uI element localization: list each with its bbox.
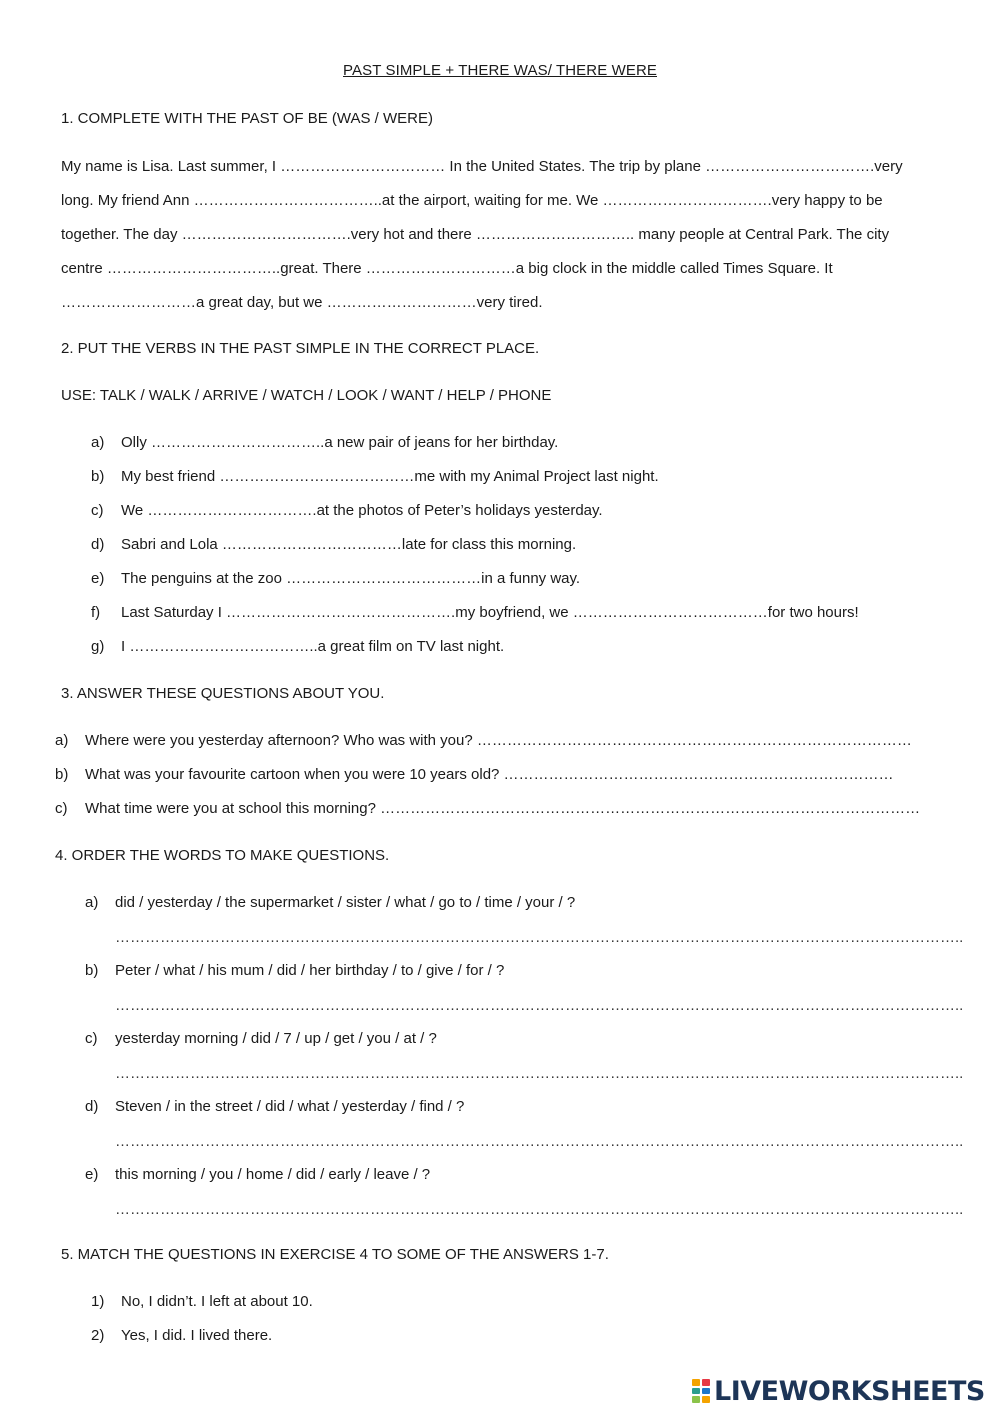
exercise-2-item <box>91 502 603 519</box>
item-text: Where were you yesterday afternoon? Who was with you? …………………………………………………………………………… <box>85 732 912 749</box>
item-text: No, I didn’t. I left at about 10. <box>121 1293 313 1310</box>
exercise-4-item <box>85 1166 430 1183</box>
exercise-2-heading: 2. PUT THE VERBS IN THE PAST SIMPLE IN THE CORRECT PLACE. <box>61 340 540 357</box>
item-label: f) <box>91 604 101 621</box>
paragraph-line: ………………………a great day, but we …………………………very tired. <box>61 294 543 311</box>
paragraph-line: together. The day …………………………….very hot and there ………………………….. many people at Central Park. The city <box>61 226 890 243</box>
item-label: c) <box>85 1030 98 1047</box>
exercise-3-item <box>55 732 912 749</box>
logo-block <box>702 1396 710 1403</box>
item-label: d) <box>85 1098 99 1115</box>
item-label: a) <box>55 732 69 749</box>
exercise-2-item <box>91 604 859 621</box>
exercise-4-item <box>85 894 575 911</box>
exercise-2-item <box>91 570 580 587</box>
answer-line: …………………………………………………………………………………………………………………………………………………….. <box>115 1201 964 1218</box>
item-text: I ………………………………..a great film on TV last night. <box>121 638 505 655</box>
paragraph-line: centre ……………………………..great. There …………………………a big clock in the middle called Times Square. It <box>61 260 833 277</box>
item-label: c) <box>91 502 104 519</box>
exercise-1-heading: 1. COMPLETE WITH THE PAST OF BE (WAS / WERE) <box>61 110 433 127</box>
worksheet-title: PAST SIMPLE + THERE WAS/ THERE WERE <box>343 62 657 79</box>
item-text: yesterday morning / did / 7 / up / get / you / at / ? <box>115 1030 437 1047</box>
item-label: a) <box>91 434 105 451</box>
item-text: The penguins at the zoo …………………………………in a funny way. <box>121 570 581 587</box>
logo-block <box>692 1379 700 1386</box>
item-text: My best friend …………………………………me with my Animal Project last night. <box>121 468 659 485</box>
exercise-4-item <box>85 1098 464 1115</box>
exercise-2-verb-list: USE: TALK / WALK / ARRIVE / WATCH / LOOK / WANT / HELP / PHONE <box>61 387 552 404</box>
exercise-2-item <box>91 468 659 485</box>
exercise-3-heading: 3. ANSWER THESE QUESTIONS ABOUT YOU. <box>61 685 385 702</box>
item-label: e) <box>91 570 105 587</box>
logo-text: LIVEWORKSHEETS <box>714 1375 985 1407</box>
item-label: 2) <box>91 1327 105 1344</box>
item-label: c) <box>55 800 68 817</box>
exercise-4-heading: 4. ORDER THE WORDS TO MAKE QUESTIONS. <box>55 847 390 864</box>
item-label: b) <box>55 766 69 783</box>
paragraph-line: long. My friend Ann ………………………………..at the airport, waiting for me. We …………………………….very happy to be <box>61 192 883 209</box>
item-label: d) <box>91 536 105 553</box>
exercise-2-item <box>91 536 576 553</box>
answer-line: …………………………………………………………………………………………………………………………………………………….. <box>115 997 964 1014</box>
item-text: Olly ……………………………..a new pair of jeans for her birthday. <box>121 434 559 451</box>
item-label: 1) <box>91 1293 105 1310</box>
answer-line: …………………………………………………………………………………………………………………………………………………….. <box>115 1133 964 1150</box>
item-text: this morning / you / home / did / early / leave / ? <box>115 1166 431 1183</box>
item-label: b) <box>91 468 105 485</box>
exercise-1-paragraph <box>61 150 921 320</box>
answer-line: …………………………………………………………………………………………………………………………………………………….. <box>115 929 964 946</box>
logo-block <box>692 1396 700 1403</box>
exercise-5-item <box>91 1327 272 1344</box>
answer-line: …………………………………………………………………………………………………………………………………………………….. <box>115 1065 964 1082</box>
exercise-3-item <box>55 766 894 783</box>
paragraph-line: My name is Lisa. Last summer, I …………………………… In the United States. The trip by plane …………………………….very <box>61 158 903 175</box>
item-text: What was your favourite cartoon when you were 10 years old? …………………………………………………………………… <box>85 766 894 783</box>
item-text: Yes, I did. I lived there. <box>121 1327 273 1344</box>
item-text: What time were you at school this morning? ……………………………………………………………………………………………… <box>85 800 921 817</box>
item-label: g) <box>91 638 105 655</box>
logo-block <box>692 1388 700 1395</box>
exercise-2-item <box>91 434 558 451</box>
exercise-4-item <box>85 962 504 979</box>
logo-block <box>702 1379 710 1386</box>
logo-block <box>702 1388 710 1395</box>
exercise-5-item <box>91 1293 313 1310</box>
item-label: a) <box>85 894 99 911</box>
exercise-5-heading: 5. MATCH THE QUESTIONS IN EXERCISE 4 TO SOME OF THE ANSWERS 1-7. <box>61 1246 609 1263</box>
item-text: did / yesterday / the supermarket / sister / what / go to / time / your / ? <box>115 894 576 911</box>
liveworksheets-logo <box>692 1374 992 1408</box>
item-label: e) <box>85 1166 99 1183</box>
item-label: b) <box>85 962 99 979</box>
item-text: Last Saturday I ……………………………………….my boyfriend, we …………………………………for two hours! <box>121 604 859 621</box>
exercise-3-item <box>55 800 920 817</box>
item-text: We …………………………….at the photos of Peter’s holidays yesterday. <box>121 502 603 519</box>
item-text: Peter / what / his mum / did / her birthday / to / give / for / ? <box>115 962 505 979</box>
exercise-4-item <box>85 1030 437 1047</box>
logo-mark-icon <box>692 1379 710 1403</box>
exercise-2-item <box>91 638 504 655</box>
item-text: Sabri and Lola ………………………………late for class this morning. <box>121 536 577 553</box>
item-text: Steven / in the street / did / what / yesterday / find / ? <box>115 1098 465 1115</box>
